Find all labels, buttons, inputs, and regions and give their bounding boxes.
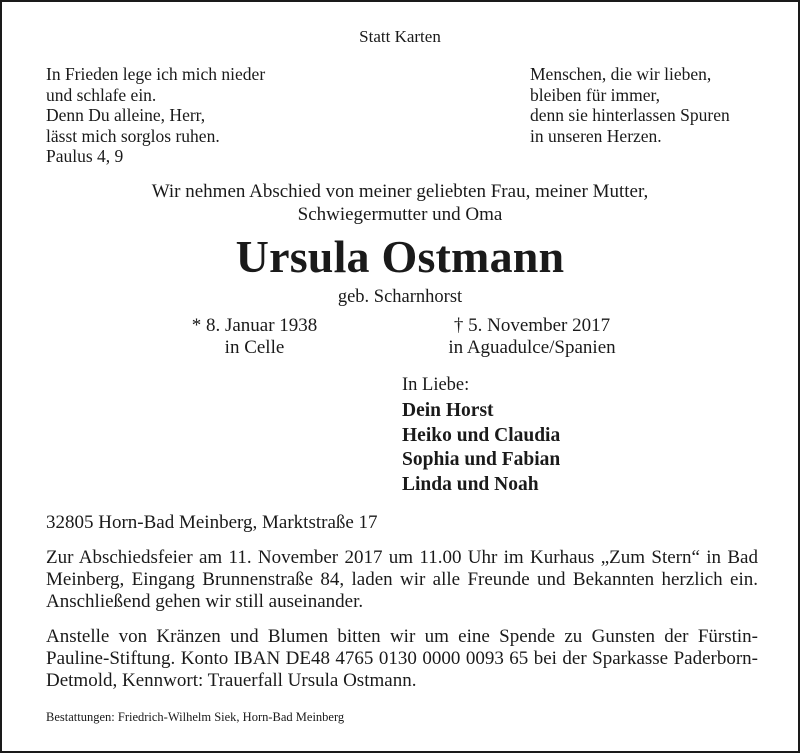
birth-info xyxy=(177,315,332,359)
maiden-name: geb. Scharnhorst xyxy=(337,287,463,307)
verse-right-line: denn sie hinterlassen Spuren xyxy=(530,105,730,125)
verse-right-line: Menschen, die wir lieben, xyxy=(530,64,712,84)
death-place: in Aguadulce/Spanien xyxy=(448,337,616,358)
verse-right-line: in unseren Herzen. xyxy=(530,125,662,146)
verse-left-source: Paulus 4, 9 xyxy=(46,146,124,166)
mourners-block xyxy=(402,374,560,497)
death-date: † 5. November 2017 xyxy=(453,315,611,336)
mourners-lead: In Liebe: xyxy=(402,375,470,395)
verse-right xyxy=(530,64,730,146)
farewell-intro-line: Wir nehmen Abschied von meiner geliebten Frau, meiner Mutter, xyxy=(151,181,649,202)
mourner-name: Heiko und Claudia xyxy=(402,424,561,446)
verse-left-line: In Frieden lege ich mich nieder xyxy=(46,64,266,84)
verse-left-line: Denn Du alleine, Herr, xyxy=(46,105,206,125)
deceased-name: Ursula Ostmann xyxy=(235,231,565,282)
verse-left xyxy=(46,64,265,167)
verse-left-line: lässt mich sorglos ruhen. xyxy=(46,125,220,146)
farewell-intro xyxy=(2,180,798,226)
family-address: 32805 Horn-Bad Meinberg, Marktstraße 17 xyxy=(46,512,378,533)
verse-left-line: und schlafe ein. xyxy=(46,84,157,105)
mourner-name: Dein Horst xyxy=(402,400,494,421)
donation-paragraph: Anstelle von Kränzen und Blumen bitten wir um eine Spende zu Gunsten der Fürstin-Pauline-Stiftung. Konto IBAN DE48 4765 0130 0000 0093 65 bei der Sparkasse Paderborn-Detmold, Kennwort: Trauerfall Ursula Ostmann. xyxy=(46,626,758,691)
birth-date: * 8. Januar 1938 xyxy=(191,315,318,336)
mourner-name: Sophia und Fabian xyxy=(402,449,561,470)
farewell-intro-line: Schwiegermutter und Oma xyxy=(297,204,503,225)
mourner-name: Linda und Noah xyxy=(402,473,539,495)
header-statt-karten: Statt Karten xyxy=(359,27,441,46)
service-paragraph: Zur Abschiedsfeier am 11. November 2017 um 11.00 Uhr im Kurhaus „Zum Stern“ in Bad Meinberg, Eingang Brunnenstraße 84, laden wir alle Freunde und Bekannten herzlich ein. Anschließend gehen wir still auseinander. xyxy=(46,547,758,612)
verse-right-line: bleiben für immer, xyxy=(530,84,661,105)
birth-place: in Celle xyxy=(224,337,285,358)
funeral-home-footer: Bestattungen: Friedrich-Wilhelm Siek, Horn-Bad Meinberg xyxy=(46,710,345,724)
death-info xyxy=(427,315,637,359)
